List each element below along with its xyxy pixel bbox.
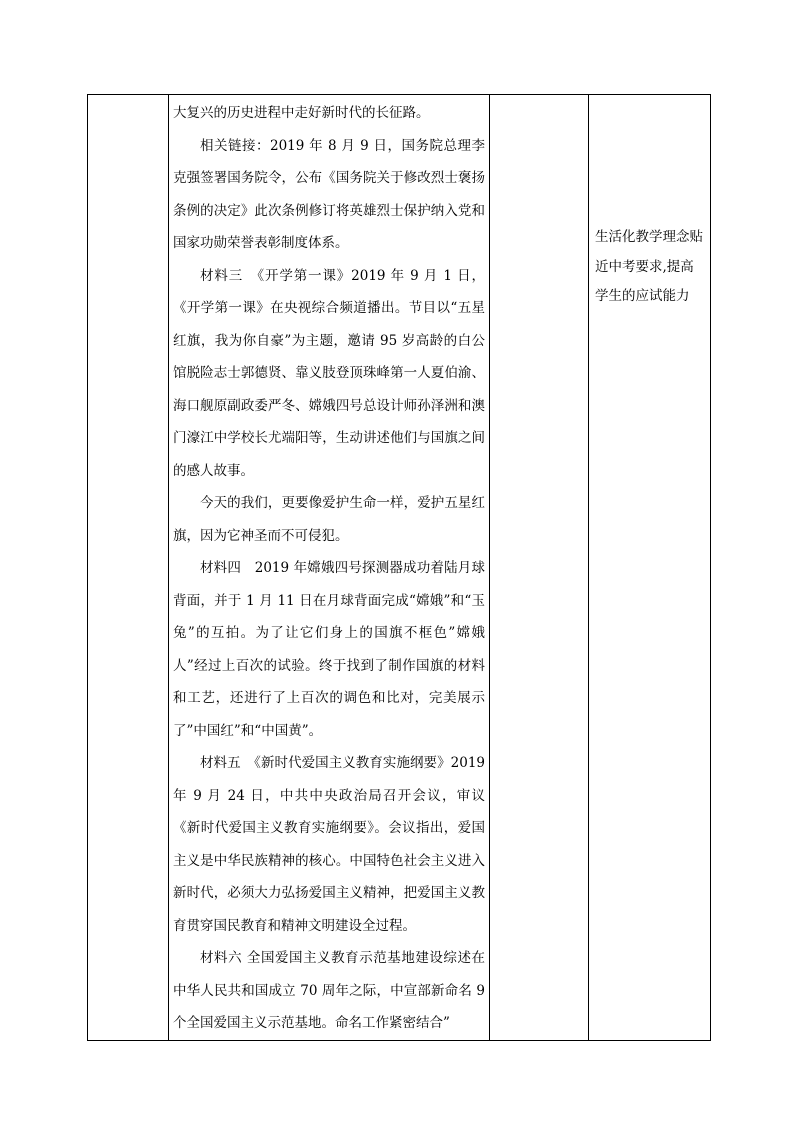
paragraph-material-5: 材料五 《新时代爱国主义教育实施纲要》2019 年 9 月 24 日，中共中央政治局召开会议，审议《新时代爱国主义教育实施纲要》。会议指出，爱国主义是中华民族精神的核心。中国特色社会主义进入新时代，必须大力弘扬爱国主义精神，把爱国主义教育贯穿国民教育和精神文明建设全过程。: [173, 755, 485, 934]
content-cell: [169, 95, 490, 1041]
lesson-plan-table: [87, 94, 711, 1041]
paragraph-related-link: 相关链接：2019 年 8 月 9 日，国务院总理李克强签署国务院令，公布《国务院关于修改烈士褒扬条例的决定》此次条例修订将英雄烈士保护纳入党和国家功勋荣誉表彰制度体系。: [173, 137, 485, 251]
content-text: [169, 95, 489, 1040]
empty-cell-middle: [490, 95, 589, 1041]
empty-cell-left: [88, 95, 169, 1041]
paragraph-material-6: 材料六 全国爱国主义教育示范基地建设综述在中华人民共和国成立 70 周年之际，中宣部新命名 9 个全国爱国主义示范基地。命名工作紧密结合”: [173, 950, 485, 1031]
paragraph-continuation: 大复兴的历史进程中走好新时代的长征路。: [173, 105, 430, 121]
table-row: [88, 95, 711, 1041]
paragraph-material-3: 材料三 《开学第一课》2019 年 9 月 1 日，《开学第一课》在央视综合频道播出。节目以“五星红旗，我为你自豪”为主题，邀请 95 岁高龄的白公馆脱险志士郭德贤、靠义肢登顶珠峰第一人夏伯渝、海口舰原副政委严冬、嫦娥四号总设计师孙泽洲和澳门濠江中学校长尤端阳等，生动讲述他们与国旗之间的感人故事。: [173, 267, 485, 479]
paragraph-reflection: 今天的我们，更要像爱护生命一样，爱护五星红旗，因为它神圣而不可侵犯。: [173, 495, 485, 544]
design-intent-text: 生活化教学理念贴近中考要求,提高学生的应试能力: [595, 229, 703, 304]
design-intent-cell: [589, 95, 711, 1041]
paragraph-material-4: 材料四 2019 年嫦娥四号探测器成功着陆月球背面，并于 1 月 11 日在月球背面完成“嫦娥”和“玉兔”的互拍。为了让它们身上的国旗不框色”嫦娥人”经过上百次的试验。终于找到了制作国旗的材料和工艺，还进行了上百次的调色和比对，完美展示了”中国红”和“中国黄”。: [173, 560, 485, 739]
